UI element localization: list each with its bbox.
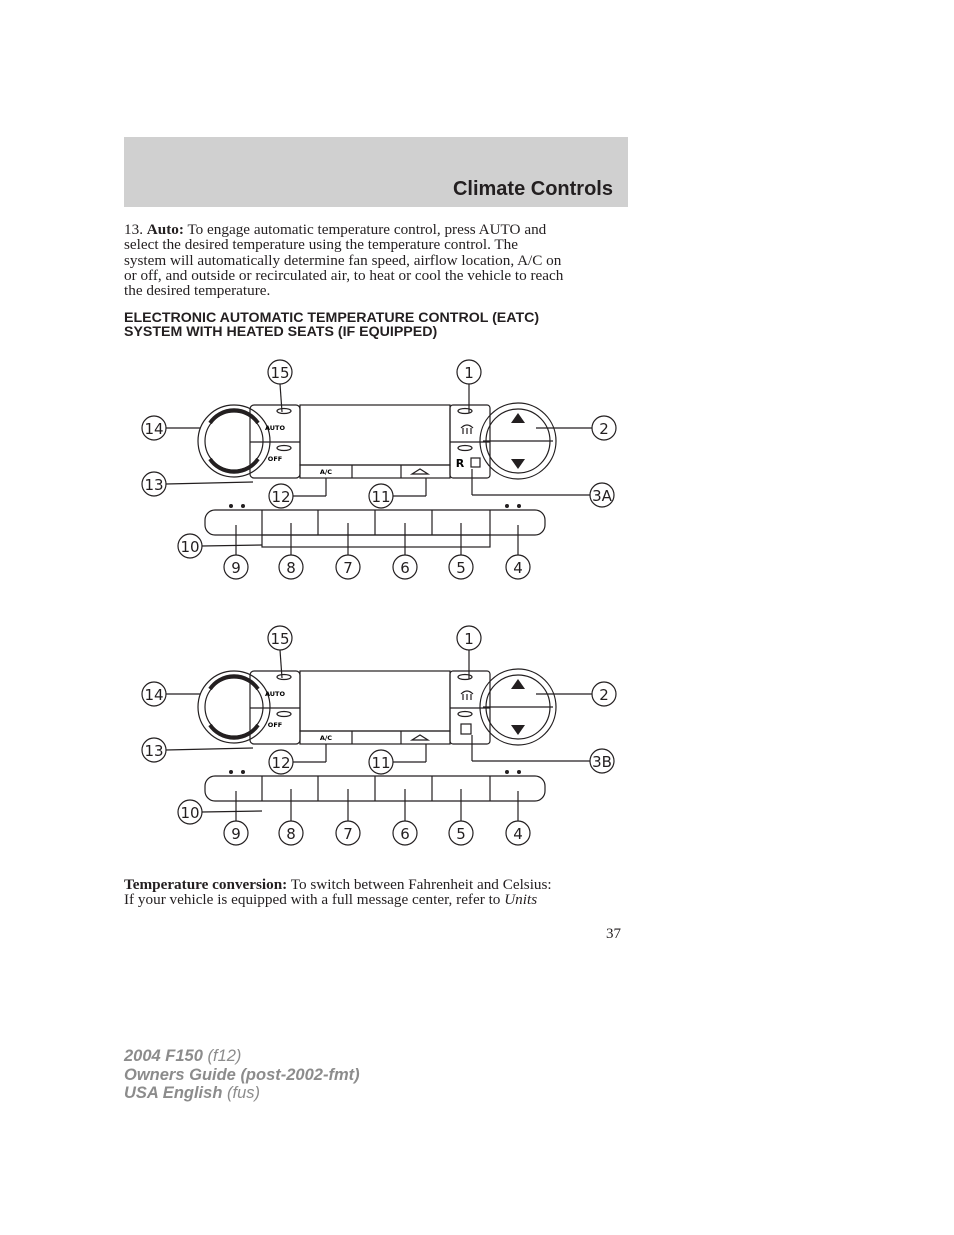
conversion-line-2: If your vehicle is equipped with a full message center, refer to bbox=[124, 891, 501, 909]
item-label: Auto: bbox=[146, 221, 184, 238]
callout-4: 4 bbox=[513, 559, 523, 577]
auto-button-label: AUTO bbox=[264, 690, 286, 698]
callout-5: 5 bbox=[456, 825, 466, 843]
conversion-label: Temperature conversion: bbox=[124, 876, 288, 893]
callout-2: 2 bbox=[599, 420, 609, 438]
off-button-label: OFF bbox=[267, 721, 283, 729]
callout-8: 8 bbox=[286, 825, 296, 843]
callout-6: 6 bbox=[400, 825, 410, 843]
page-title: Climate Controls bbox=[452, 178, 613, 200]
callout-3a: 3A bbox=[592, 487, 612, 505]
callout-4: 4 bbox=[513, 825, 523, 843]
footer-guide: Owners Guide (post-2002-fmt) bbox=[124, 1065, 360, 1084]
callout-8: 8 bbox=[286, 559, 296, 577]
temperature-knob bbox=[198, 671, 270, 743]
eatc-diagram-bottom-svg bbox=[130, 621, 630, 861]
callout-5: 5 bbox=[456, 559, 466, 577]
eatc-diagram-top bbox=[130, 355, 630, 595]
callout-6: 6 bbox=[400, 559, 410, 577]
callout-7: 7 bbox=[343, 559, 353, 577]
callout-13: 13 bbox=[144, 742, 164, 760]
callout-3b: 3B bbox=[592, 753, 612, 771]
conversion-line-1: To switch between Fahrenheit and Celsius: bbox=[290, 876, 552, 893]
footer-model-code: (f12) bbox=[207, 1047, 242, 1065]
callout-12: 12 bbox=[271, 488, 291, 506]
page-number: 37 bbox=[606, 926, 621, 942]
item-number: 13. bbox=[124, 221, 143, 238]
section-heading-line-2: SYSTEM WITH HEATED SEATS (IF EQUIPPED) bbox=[124, 324, 438, 340]
callout-11: 11 bbox=[371, 754, 391, 772]
intro-line-5: the desired temperature. bbox=[124, 282, 271, 300]
footer-language-code: (fus) bbox=[227, 1084, 260, 1102]
callout-1: 1 bbox=[464, 630, 474, 648]
ac-button-label: A/C bbox=[319, 468, 333, 476]
section-heading-line-1: ELECTRONIC AUTOMATIC TEMPERATURE CONTROL (EATC) bbox=[124, 310, 540, 326]
intro-line-1: To engage automatic temperature control, press AUTO and bbox=[187, 221, 547, 238]
callout-12: 12 bbox=[271, 754, 291, 772]
callout-14: 14 bbox=[144, 420, 164, 438]
callout-13: 13 bbox=[144, 476, 164, 494]
intro-paragraph bbox=[124, 222, 630, 298]
callout-15: 15 bbox=[270, 364, 290, 382]
display-screen bbox=[300, 671, 450, 731]
ac-button-label: A/C bbox=[319, 734, 333, 742]
callout-10: 10 bbox=[180, 538, 200, 556]
callout-15: 15 bbox=[270, 630, 290, 648]
eatc-diagram-bottom bbox=[130, 621, 630, 861]
callout-10: 10 bbox=[180, 804, 200, 822]
eatc-diagram-top-svg bbox=[130, 355, 630, 595]
rear-defrost-label: R bbox=[455, 457, 465, 470]
callout-2: 2 bbox=[599, 686, 609, 704]
callout-9: 9 bbox=[231, 825, 241, 843]
conversion-paragraph bbox=[124, 877, 630, 908]
callout-9: 9 bbox=[231, 559, 241, 577]
footer-model: 2004 F150 bbox=[124, 1047, 203, 1065]
footer-language: USA English bbox=[124, 1084, 223, 1102]
header-band bbox=[124, 137, 628, 207]
units-reference: Units bbox=[504, 891, 538, 909]
intro-line-3: system will automatically determine fan speed, airflow location, A/C on bbox=[124, 251, 562, 269]
temperature-knob bbox=[198, 405, 270, 477]
callout-11: 11 bbox=[371, 488, 391, 506]
callout-14: 14 bbox=[144, 686, 164, 704]
document-footer bbox=[124, 1047, 360, 1103]
off-button-label: OFF bbox=[267, 455, 283, 463]
intro-line-2: select the desired temperature using the temperature control. The bbox=[124, 236, 519, 254]
display-screen bbox=[300, 405, 450, 465]
intro-line-4: or off, and outside or recirculated air, to heat or cool the vehicle to reach bbox=[124, 266, 564, 284]
callout-7: 7 bbox=[343, 825, 353, 843]
auto-button-label: AUTO bbox=[264, 424, 286, 432]
section-heading bbox=[124, 311, 630, 339]
callout-1: 1 bbox=[464, 364, 474, 382]
